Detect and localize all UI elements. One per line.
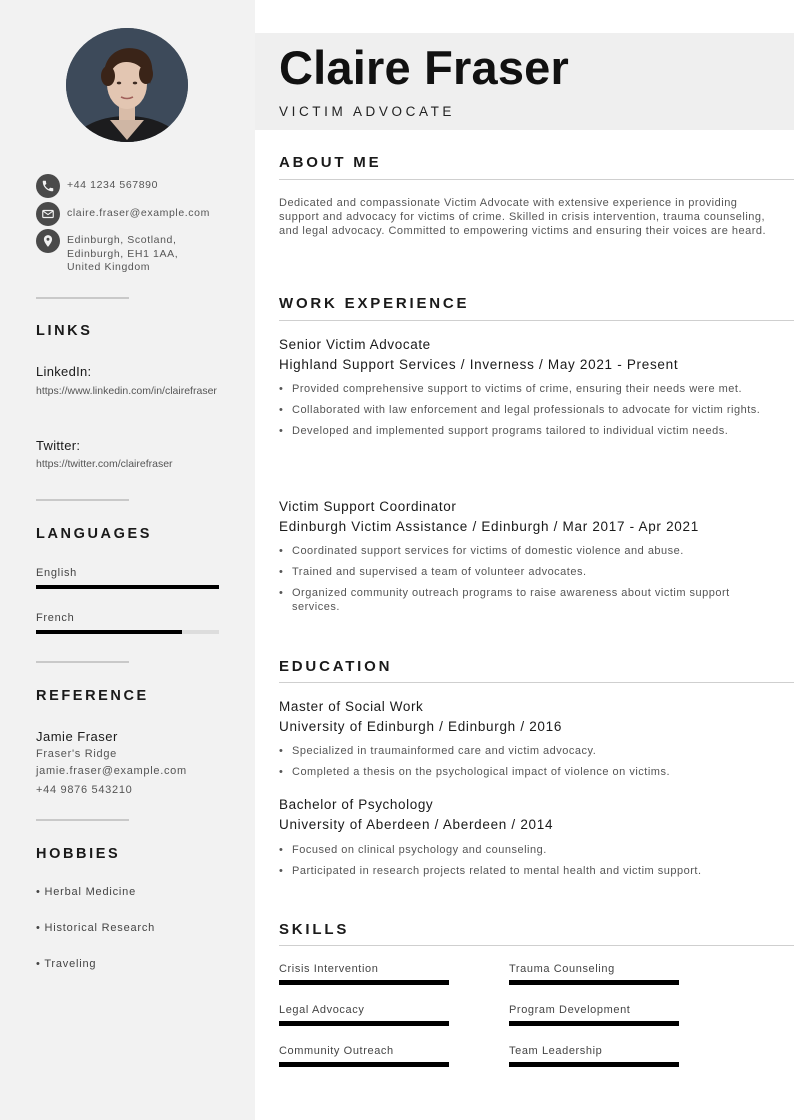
address-line-1: Edinburgh, Scotland, bbox=[67, 234, 177, 246]
links-heading: LINKS bbox=[36, 323, 93, 339]
language-bar-english bbox=[36, 585, 219, 589]
list-item: • Collaborated with law enforcement and legal professionals to advocate for victim rights. bbox=[279, 403, 764, 417]
hobby-label: Traveling bbox=[44, 958, 97, 970]
hobby-label: Historical Research bbox=[44, 922, 156, 934]
hobbies-heading: HOBBIES bbox=[36, 846, 121, 862]
list-item: • Specialized in traumainformed care and victim advocacy. bbox=[279, 744, 764, 758]
reference-phone: +44 9876 543210 bbox=[36, 784, 133, 796]
address-line-3: United Kingdom bbox=[67, 261, 151, 273]
language-bar-french bbox=[36, 630, 219, 634]
sidebar-divider bbox=[36, 661, 129, 663]
skill-label: Community Outreach bbox=[279, 1045, 394, 1057]
sidebar bbox=[0, 0, 255, 1120]
linkedin-url[interactable]: https://www.linkedin.com/in/clairefraser bbox=[36, 385, 217, 397]
section-rule bbox=[279, 945, 794, 946]
skill-bar bbox=[509, 980, 679, 985]
experience-heading: WORK EXPERIENCE bbox=[279, 295, 470, 312]
skill-label: Team Leadership bbox=[509, 1045, 603, 1057]
about-text: Dedicated and compassionate Victim Advocate with extensive experience in providing support and advocacy for victims of crime. Skilled in crisis intervention, trauma counseling, and legal advocacy. Committed to empowering victims and ensuring their voices are heard. bbox=[279, 197, 767, 237]
email-icon bbox=[36, 202, 60, 226]
section-rule bbox=[279, 682, 794, 683]
languages-heading: LANGUAGES bbox=[36, 526, 153, 542]
about-heading: ABOUT ME bbox=[279, 154, 382, 171]
degree-details-2: University of Aberdeen / Aberdeen / 2014 bbox=[279, 817, 554, 832]
reference-email[interactable]: jamie.fraser@example.com bbox=[36, 765, 187, 777]
skill-label: Legal Advocacy bbox=[279, 1004, 365, 1016]
list-item: • Organized community outreach programs to raise awareness about victim support services. bbox=[279, 586, 764, 614]
hobby-item: • Historical Research bbox=[36, 922, 156, 934]
skill-bar bbox=[279, 980, 449, 985]
job-bullets-2 bbox=[279, 544, 764, 621]
skills-heading: SKILLS bbox=[279, 921, 350, 938]
sidebar-divider bbox=[36, 819, 129, 821]
skill-bar bbox=[279, 1062, 449, 1067]
hobby-label: Herbal Medicine bbox=[44, 886, 136, 898]
phone-text: +44 1234 567890 bbox=[67, 179, 159, 191]
skill-item bbox=[279, 1045, 449, 1067]
twitter-url[interactable]: https://twitter.com/clairefraser bbox=[36, 458, 173, 470]
education-heading: EDUCATION bbox=[279, 658, 393, 675]
language-label-french: French bbox=[36, 612, 75, 624]
avatar bbox=[66, 28, 188, 142]
reference-company: Fraser's Ridge bbox=[36, 748, 117, 760]
list-item: • Developed and implemented support programs tailored to individual victim needs. bbox=[279, 424, 764, 438]
language-label-english: English bbox=[36, 567, 77, 579]
job-title-1: Senior Victim Advocate bbox=[279, 337, 431, 352]
skill-label: Trauma Counseling bbox=[509, 963, 615, 975]
location-pin-icon bbox=[36, 229, 60, 253]
sidebar-divider bbox=[36, 297, 129, 299]
job-title: VICTIM ADVOCATE bbox=[279, 104, 456, 119]
job-details-1: Highland Support Services / Inverness / May 2021 - Present bbox=[279, 357, 679, 372]
skill-item bbox=[509, 1045, 679, 1067]
contact-phone bbox=[36, 174, 158, 198]
job-title-2: Victim Support Coordinator bbox=[279, 499, 457, 514]
candidate-name: Claire Fraser bbox=[279, 41, 569, 94]
section-rule bbox=[279, 179, 794, 180]
job-details-2: Edinburgh Victim Assistance / Edinburgh / Mar 2017 - Apr 2021 bbox=[279, 519, 699, 534]
profile-photo bbox=[66, 28, 188, 142]
reference-heading: REFERENCE bbox=[36, 688, 149, 704]
skill-label: Crisis Intervention bbox=[279, 963, 379, 975]
degree-title-2: Bachelor of Psychology bbox=[279, 797, 434, 812]
language-bar-fill bbox=[36, 585, 219, 589]
address-text bbox=[67, 229, 178, 275]
skill-item bbox=[279, 963, 449, 985]
language-bar-fill bbox=[36, 630, 182, 634]
skill-bar bbox=[509, 1062, 679, 1067]
address-line-2: Edinburgh, EH1 1AA, bbox=[67, 247, 179, 260]
hobby-item: • Traveling bbox=[36, 958, 97, 970]
list-item: • Trained and supervised a team of volunteer advocates. bbox=[279, 565, 764, 579]
section-rule bbox=[279, 320, 794, 321]
skill-bar bbox=[509, 1021, 679, 1026]
list-item: • Coordinated support services for victims of domestic violence and abuse. bbox=[279, 544, 764, 558]
degree-details-1: University of Edinburgh / Edinburgh / 2016 bbox=[279, 719, 563, 734]
list-item: • Provided comprehensive support to victims of crime, ensuring their needs were met. bbox=[279, 382, 764, 396]
job-bullets-1 bbox=[279, 382, 764, 445]
phone-icon bbox=[36, 174, 60, 198]
list-item: • Completed a thesis on the psychological impact of violence on victims. bbox=[279, 765, 764, 779]
skill-bar bbox=[279, 1021, 449, 1026]
reference-name: Jamie Fraser bbox=[36, 729, 118, 744]
skill-item bbox=[509, 963, 679, 985]
degree-bullets-1 bbox=[279, 744, 764, 786]
linkedin-label: LinkedIn: bbox=[36, 364, 92, 379]
hobby-item: • Herbal Medicine bbox=[36, 886, 136, 898]
degree-title-1: Master of Social Work bbox=[279, 699, 424, 714]
skill-item bbox=[509, 1004, 679, 1026]
contact-address bbox=[36, 229, 178, 275]
degree-bullets-2 bbox=[279, 843, 764, 885]
sidebar-divider bbox=[36, 499, 129, 501]
twitter-label: Twitter: bbox=[36, 438, 81, 453]
contact-email bbox=[36, 202, 210, 226]
list-item: • Focused on clinical psychology and counseling. bbox=[279, 843, 764, 857]
skill-label: Program Development bbox=[509, 1004, 631, 1016]
email-text[interactable]: claire.fraser@example.com bbox=[67, 207, 210, 219]
skill-item bbox=[279, 1004, 449, 1026]
list-item: • Participated in research projects related to mental health and victim support. bbox=[279, 864, 764, 878]
